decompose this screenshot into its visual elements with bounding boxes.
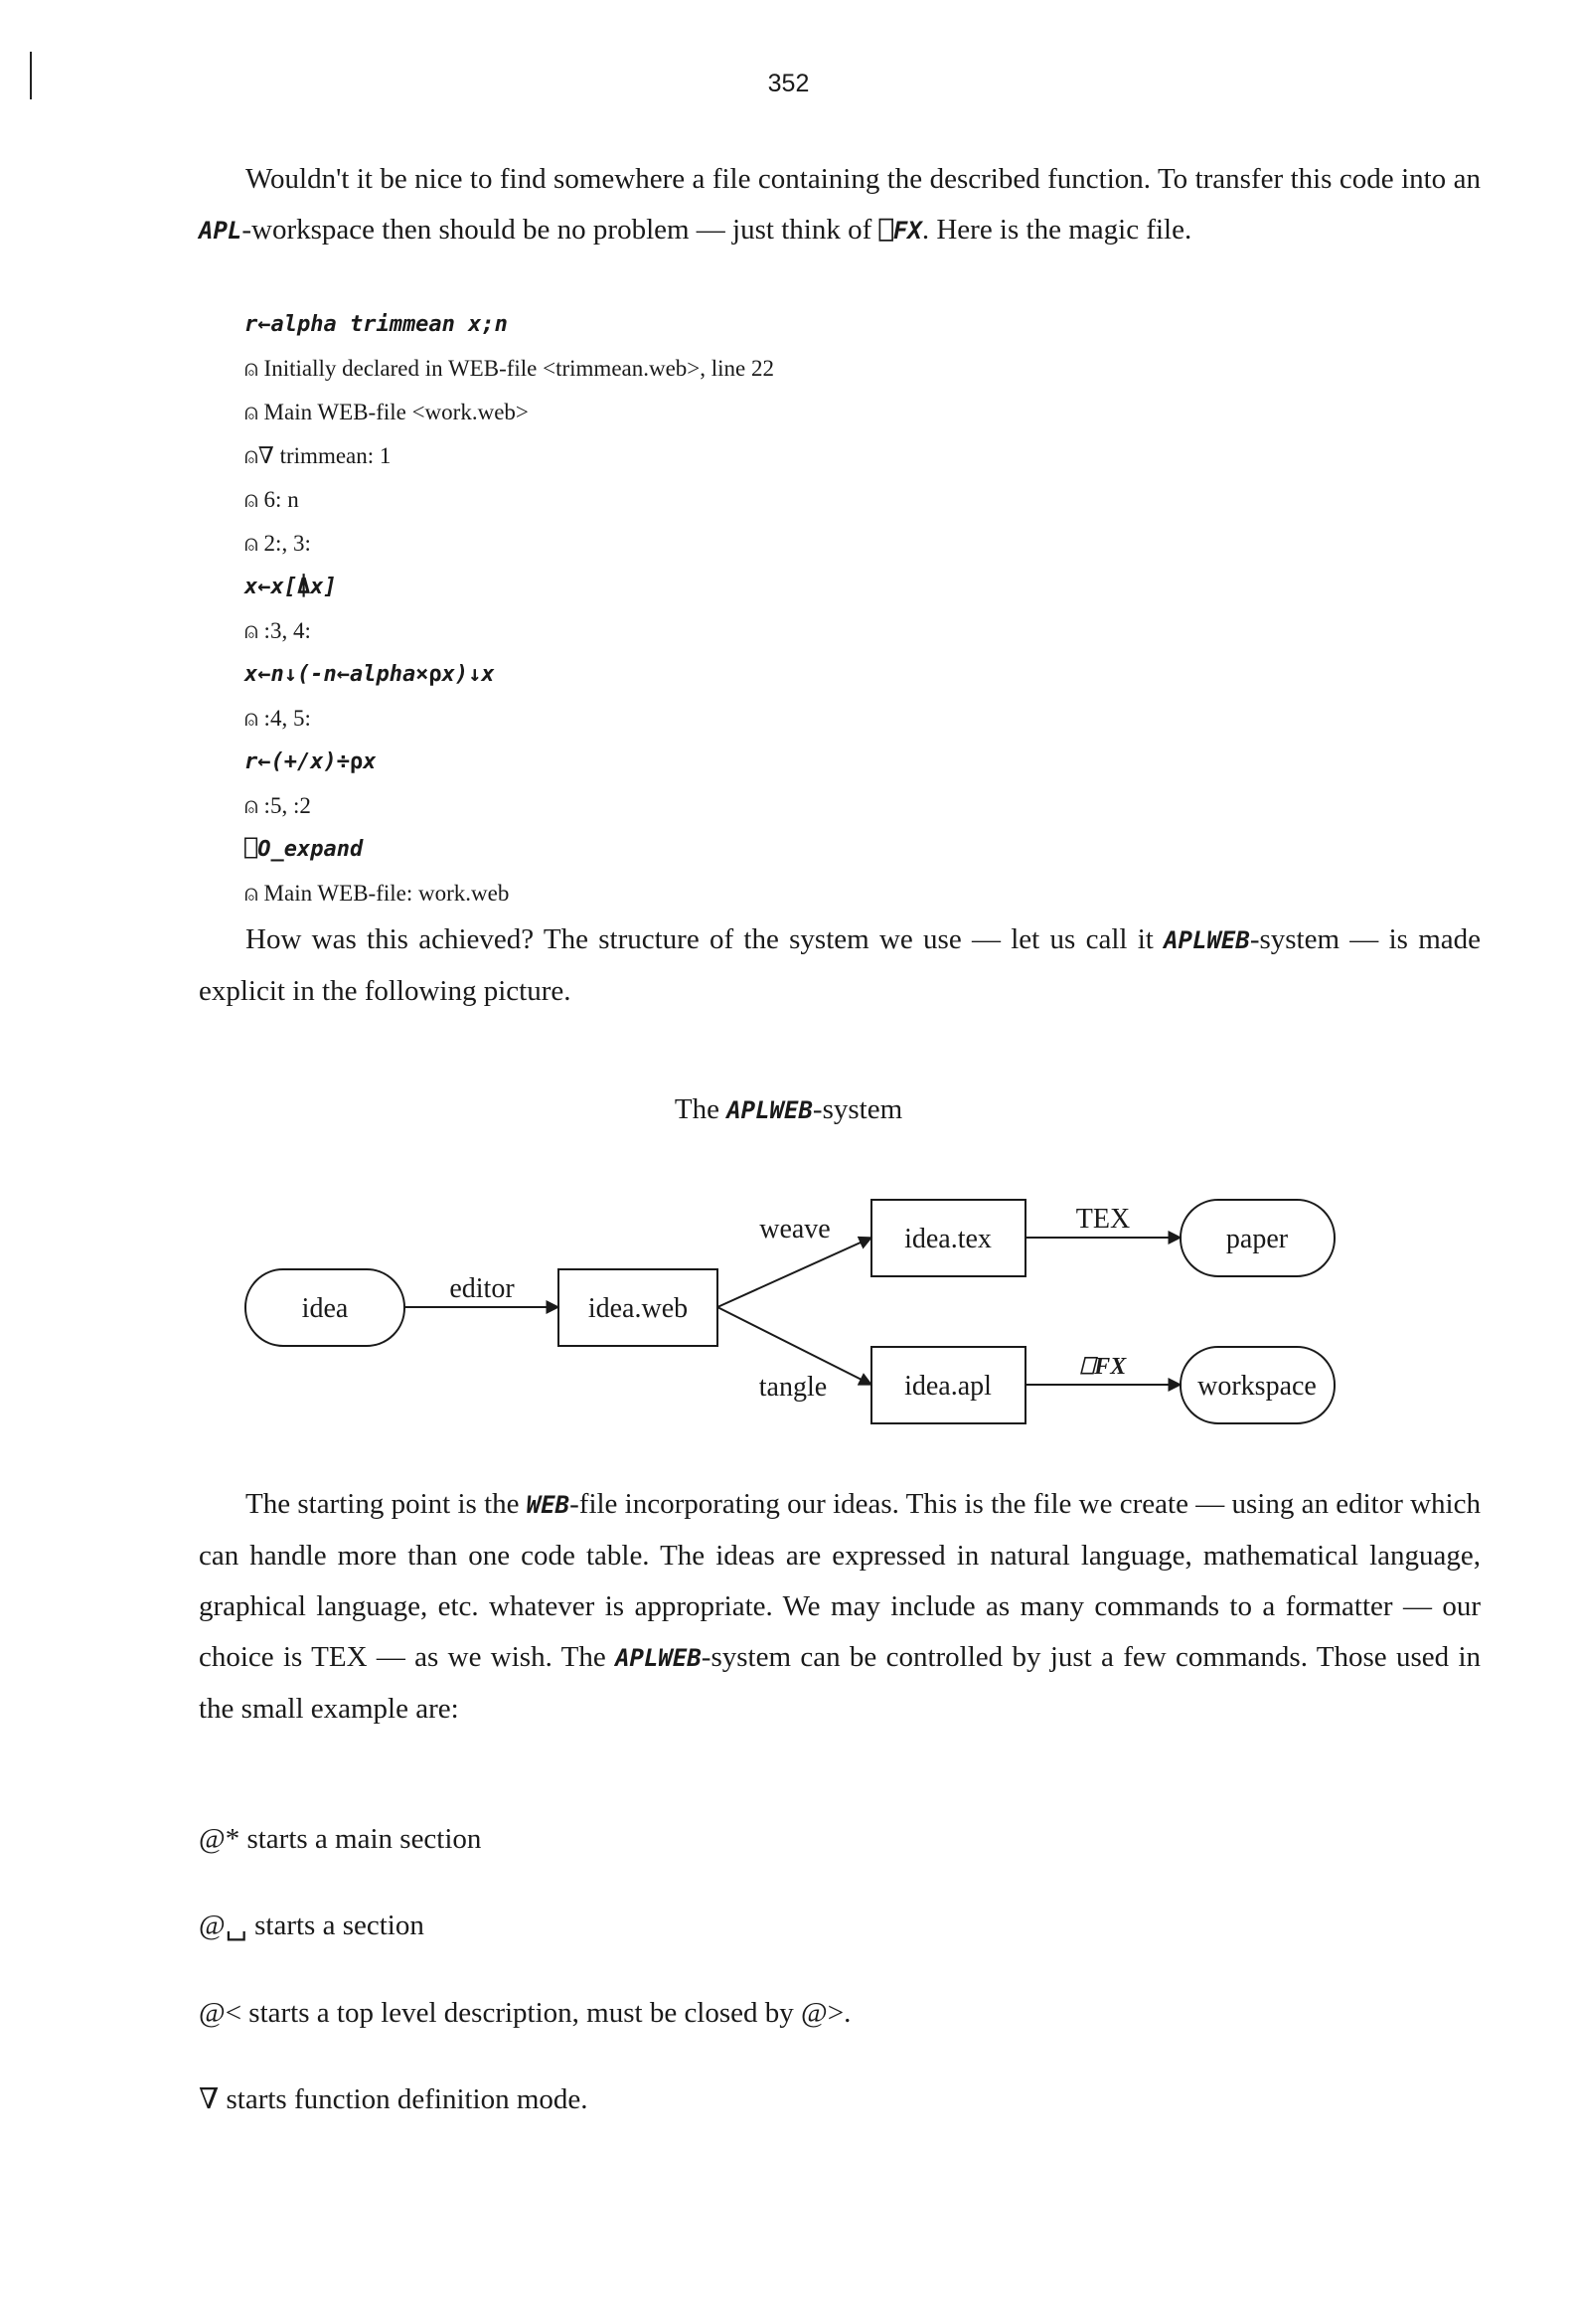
- code-line: ⍝ 2:, 3:: [244, 531, 311, 556]
- code-line: ⍝ Main WEB-file <work.web>: [244, 400, 529, 424]
- command-top-level: @< starts a top level description, must be closed by @>.: [199, 1997, 852, 2029]
- code-line: ⍝ :4, 5:: [244, 706, 311, 731]
- edge-qfx-label: ⎕FX: [1079, 1354, 1127, 1380]
- code-line: x←n↓(-n←alpha×⍴x)↓x: [244, 662, 495, 687]
- command-function-definition: ∇ starts function definition mode.: [199, 2083, 588, 2115]
- node-idea-web-label: idea.web: [587, 1293, 689, 1324]
- edge-editor-label: editor: [449, 1273, 515, 1304]
- page-number: 352: [767, 70, 810, 97]
- code-line: ⍝ 6: n: [244, 487, 299, 512]
- edge-tangle-label: tangle: [758, 1372, 828, 1403]
- node-idea-apl-label: idea.apl: [904, 1371, 992, 1402]
- code-line: ⍝ :3, 4:: [244, 618, 311, 643]
- figure-caption: The APLWEB-system: [674, 1093, 903, 1125]
- intro-paragraph: Wouldn't it be nice to find somewhere a file containing the described function. To transfer this code into an APL-workspace then should be no problem — just think of ⎕FX. Here is the magic file.: [199, 163, 1481, 246]
- code-line: ⍝∇ trimmean: 1: [244, 443, 392, 468]
- node-idea-label: idea: [301, 1293, 349, 1324]
- edge-weave: [717, 1238, 871, 1307]
- node-workspace-label: workspace: [1197, 1371, 1317, 1402]
- aplweb-term: APLWEB: [1164, 926, 1250, 954]
- code-line: ⍝ :5, :2: [244, 793, 311, 818]
- aplweb-term: APLWEB: [726, 1096, 813, 1124]
- code-line: x←x[⍋x]: [244, 575, 337, 599]
- code-line: r←alpha trimmean x;n: [244, 312, 508, 337]
- apl-term: APL: [199, 217, 242, 245]
- edge-tex-label: TEX: [1075, 1204, 1131, 1235]
- code-line: ⍝ Initially declared in WEB-file <trimmean.web>, line 22: [244, 356, 775, 381]
- edge-weave-label: weave: [759, 1214, 831, 1245]
- node-paper-label: paper: [1225, 1224, 1289, 1254]
- aplweb-term: APLWEB: [615, 1644, 702, 1672]
- node-idea-tex-label: idea.tex: [904, 1224, 992, 1254]
- web-term: WEB: [526, 1491, 570, 1519]
- command-main-section: @* starts a main section: [199, 1823, 482, 1855]
- starting-point-paragraph: The starting point is the WEB-file incorporating our ideas. This is the file we create — using an editor which can handle more than one code table. The ideas are expressed in natural language, mathematical language, graphical language, etc. whatever is appropriate. We may include as many commands to a formatter — our choice is TEX — as we wish. The APLWEB-system can be controlled by just a few commands. Those used in the small example are:: [199, 1488, 1481, 1725]
- qfx-term: ⎕FX: [878, 217, 922, 245]
- code-line: r←(+/x)÷⍴x: [244, 749, 377, 774]
- code-line: ⎕O_expand: [244, 837, 364, 862]
- structure-paragraph: How was this achieved? The structure of the system we use — let us call it APLWEB-system — is made explicit in the following picture.: [199, 923, 1481, 1007]
- code-line: ⍝ Main WEB-file: work.web: [244, 881, 510, 906]
- command-section: @␣ starts a section: [199, 1909, 424, 1941]
